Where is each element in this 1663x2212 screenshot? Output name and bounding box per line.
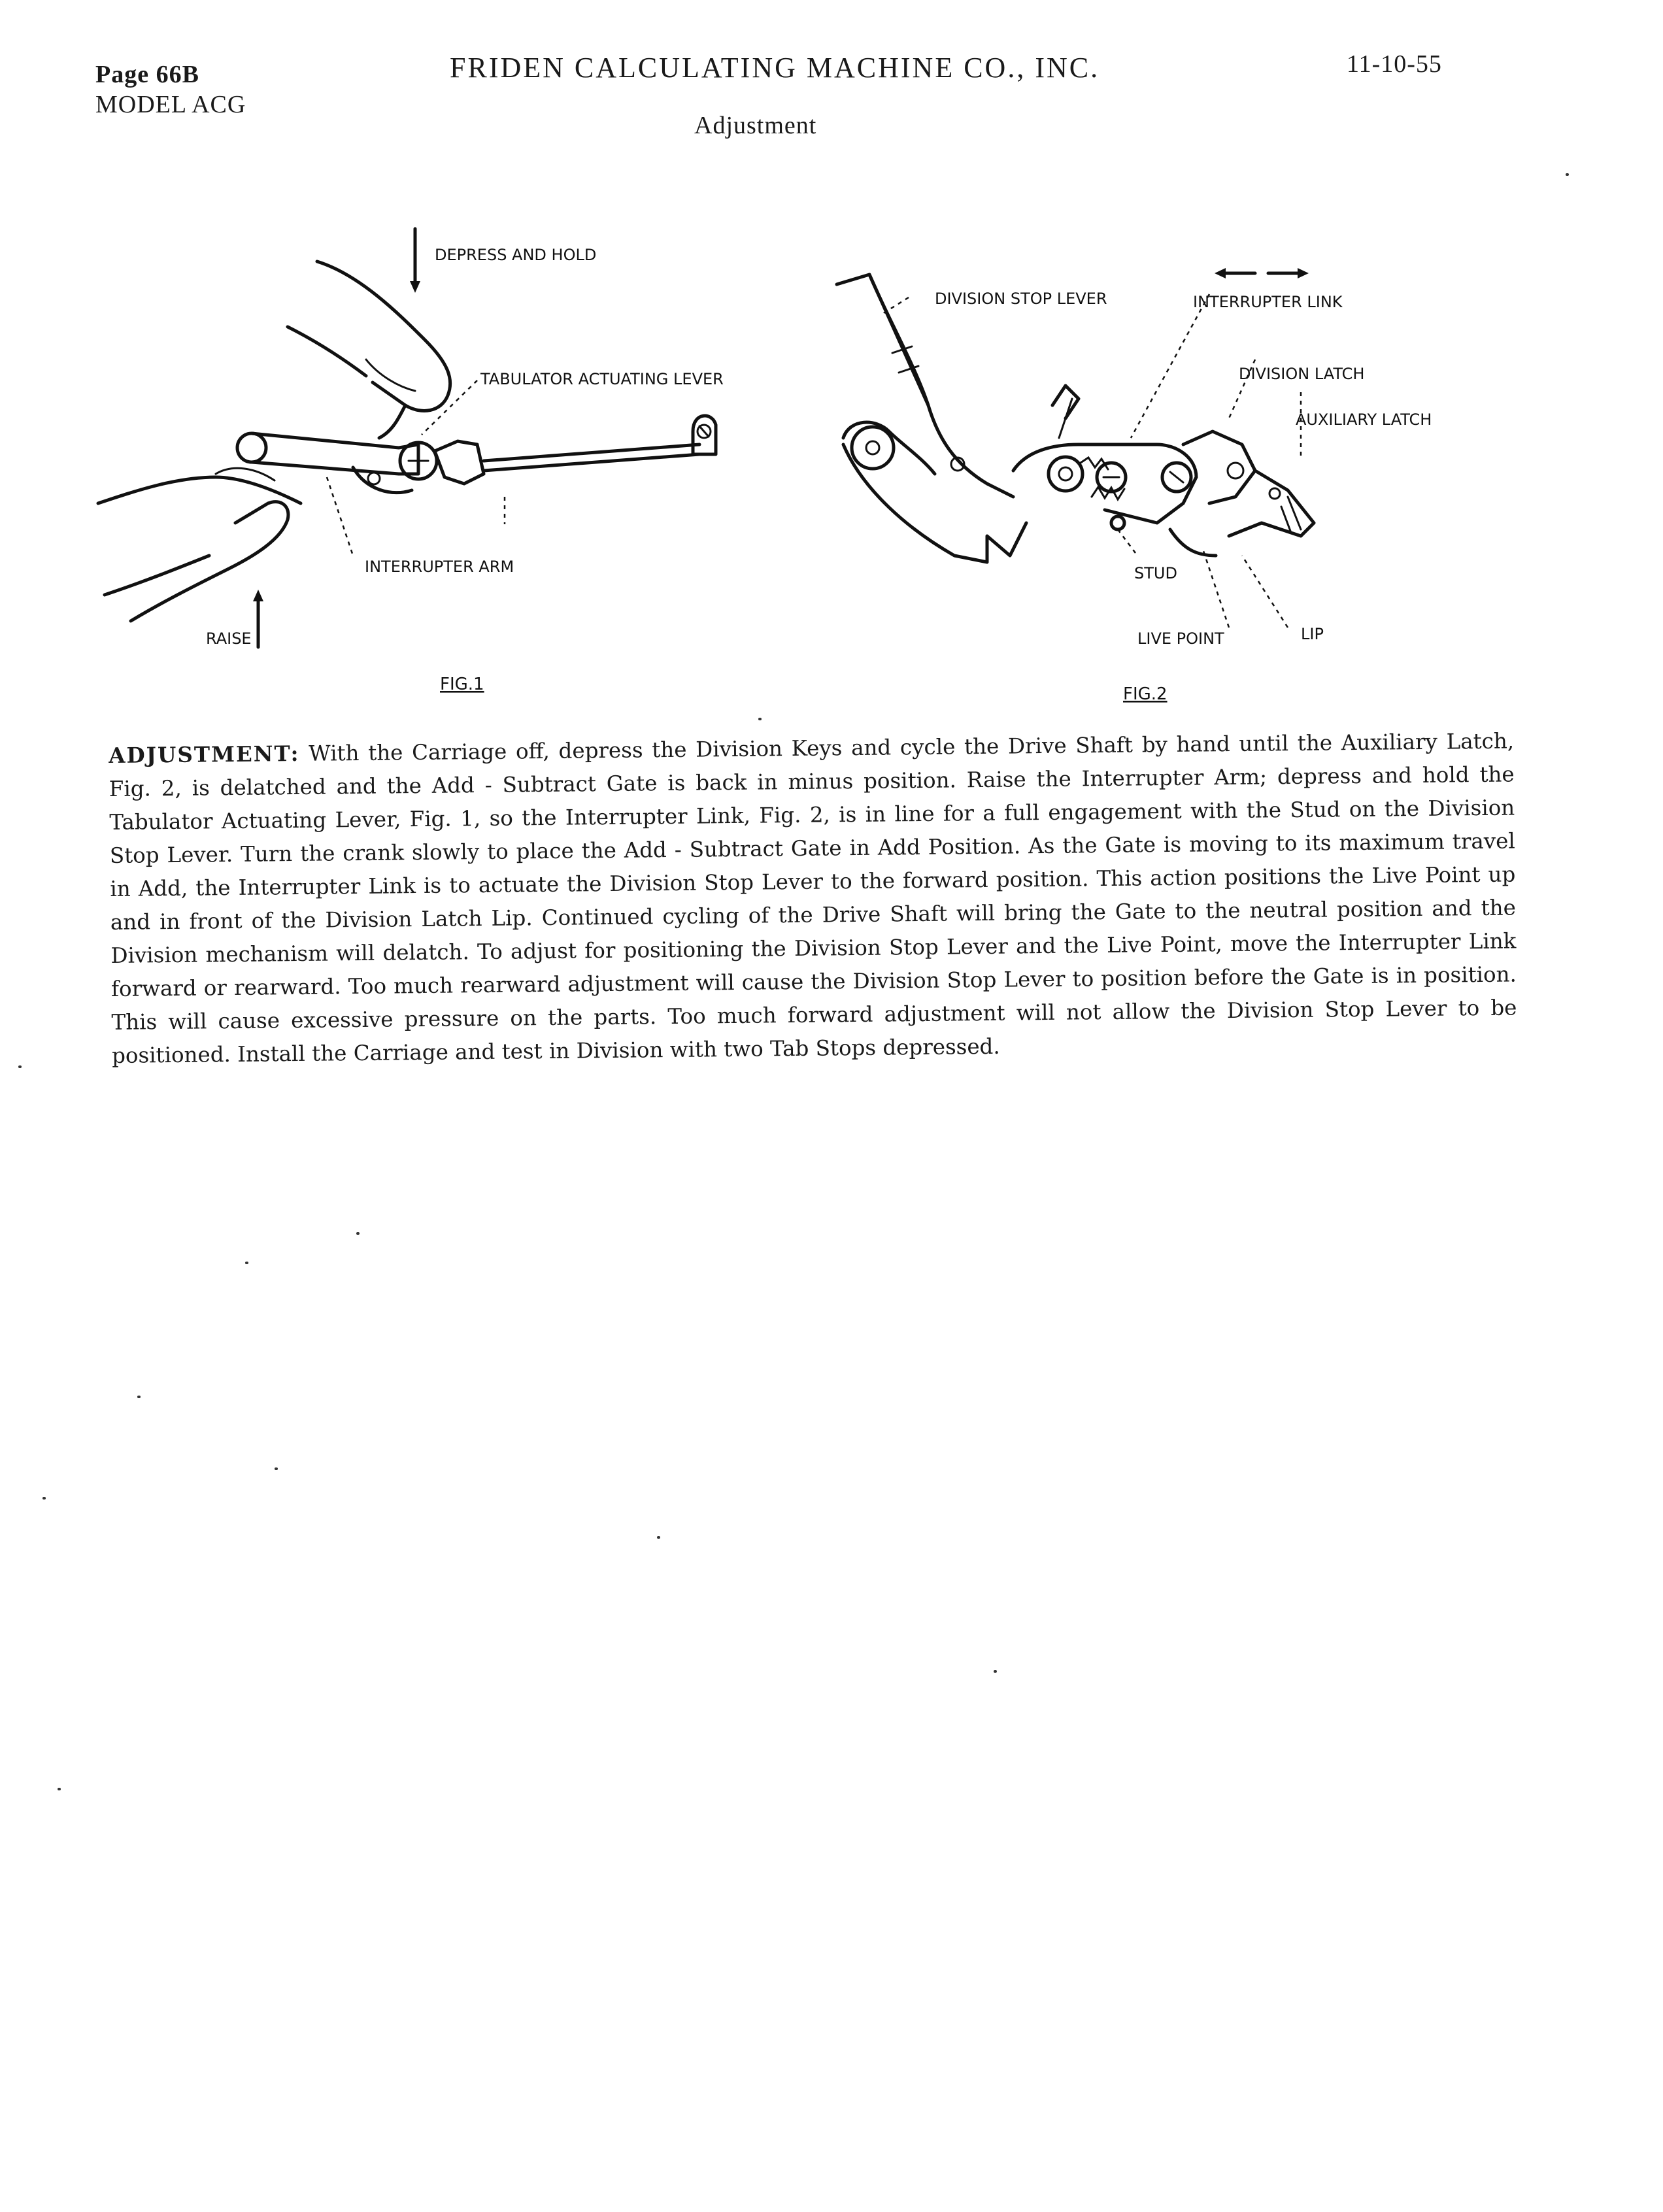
figure-2-caption: FIG.2 bbox=[1123, 684, 1167, 704]
tabulator-lever-mechanism bbox=[237, 416, 716, 493]
label-raise: RAISE bbox=[206, 629, 252, 648]
section-subtitle: Adjustment bbox=[694, 112, 817, 139]
scan-speck bbox=[245, 1262, 248, 1264]
label-division-latch: DIVISION LATCH bbox=[1239, 365, 1365, 383]
label-interrupter-arm: INTERRUPTER ARM bbox=[365, 558, 514, 576]
adjustment-lead: ADJUSTMENT: bbox=[109, 740, 300, 768]
scan-speck bbox=[994, 1670, 997, 1673]
scan-speck bbox=[137, 1396, 141, 1398]
company-title: FRIDEN CALCULATING MACHINE CO., INC. bbox=[450, 52, 1100, 84]
label-depress-and-hold: DEPRESS AND HOLD bbox=[435, 246, 597, 264]
label-live-point: LIVE POINT bbox=[1137, 629, 1224, 648]
raise-arrow-icon bbox=[253, 590, 263, 647]
scan-speck bbox=[758, 718, 762, 720]
double-arrow-icon bbox=[1215, 268, 1309, 278]
figure-2 bbox=[830, 248, 1484, 719]
label-tabulator-actuating-lever: TABULATOR ACTUATING LEVER bbox=[480, 370, 724, 388]
figure-1 bbox=[92, 216, 798, 726]
label-lip: LIP bbox=[1301, 625, 1324, 643]
scan-speck bbox=[42, 1497, 46, 1500]
upper-hand-illustration bbox=[288, 261, 450, 438]
division-latch-mechanism bbox=[1013, 386, 1314, 556]
lower-hand-illustration bbox=[98, 468, 301, 621]
scan-speck bbox=[58, 1788, 61, 1790]
scan-speck bbox=[356, 1232, 360, 1235]
scan-speck bbox=[1566, 173, 1569, 176]
label-interrupter-link: INTERRUPTER LINK bbox=[1193, 293, 1343, 311]
label-stud: STUD bbox=[1134, 564, 1177, 582]
scan-speck bbox=[657, 1536, 660, 1539]
model-label: MODEL ACG bbox=[95, 91, 246, 118]
scan-speck bbox=[18, 1065, 22, 1068]
adjustment-paragraph bbox=[109, 724, 1517, 1072]
scan-speck bbox=[275, 1467, 278, 1470]
adjustment-body: With the Carriage off, depress the Division Keys and cycle the Drive Shaft by hand until the Auxiliary Latch, Fig. 2, is delatched and the Add - Subtract Gate is back in minus position. Raise the Interrupter Arm; depress and hold the Tabulator Actuating Lever, Fig. 1, so the Interrupter Link, Fig. 2, is in line for a full engagement with the Stud on the Division Stop Lever. Turn the crank slowly to place the Add - Subtract Gate in Add Position. As the Gate is moving to its maximum travel in Add, the Interrupter Link is to actuate the Division Stop Lever to the forward position. This action positions the Live Point up and in front of the Division Latch Lip. Continued cycling of the Drive Shaft will bring the Gate to the neutral position and the Division mechanism will delatch. To adjust for positioning the Division Stop Lever and the Live Point, move the Interrupter Link forward or rearward. Too much rearward adjustment will cause the Division Stop Lever to position before the Gate is in position. This will cause excessive pressure on the parts. Too much forward adjustment will not allow the Division Stop Lever to be positioned. Install the Carriage and test in Division with two Tab Stops depressed. bbox=[109, 728, 1517, 1068]
figure-1-caption: FIG.1 bbox=[440, 675, 484, 694]
division-stop-lever-illustration bbox=[837, 275, 1026, 562]
label-division-stop-lever: DIVISION STOP LEVER bbox=[935, 290, 1107, 308]
document-date: 11-10-55 bbox=[1347, 50, 1442, 78]
label-auxiliary-latch: AUXILIARY LATCH bbox=[1296, 411, 1432, 429]
page-number: Page 66B bbox=[95, 61, 199, 88]
depress-arrow-icon bbox=[410, 229, 420, 293]
